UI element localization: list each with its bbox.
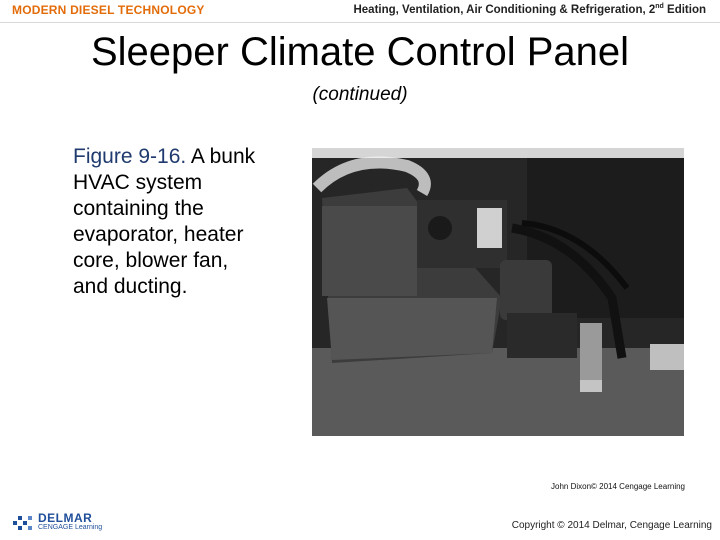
logo-name: DELMAR: [38, 511, 93, 525]
edition-superscript: nd: [655, 3, 664, 10]
brand-title: MODERN DIESEL TECHNOLOGY: [12, 3, 205, 17]
hvac-photo: [312, 148, 684, 436]
book-title: [353, 3, 706, 16]
edition-word: Edition: [663, 3, 706, 16]
header-bar: [0, 0, 720, 23]
figure-label: Figure 9-16.: [73, 145, 187, 168]
delmar-logo-icon: [12, 512, 34, 534]
hvac-photo-illustration: [312, 148, 684, 436]
figure-text: A bunk HVAC system containing the evaporator, heater core, blower fan, and ducting.: [73, 145, 256, 298]
logo-subtitle: CENGAGE Learning: [38, 524, 103, 531]
copyright-text: Copyright © 2014 Delmar, Cengage Learning: [511, 520, 712, 531]
delmar-logo: [12, 510, 122, 534]
slide-subtitle: (continued): [312, 84, 408, 105]
book-title-text: Heating, Ventilation, Air Conditioning & Refrigeration, 2: [353, 3, 656, 16]
photo-credit: John Dixon© 2014 Cengage Learning: [551, 482, 685, 491]
figure-caption: [73, 144, 263, 300]
slide-title: Sleeper Climate Control Panel: [90, 30, 630, 74]
